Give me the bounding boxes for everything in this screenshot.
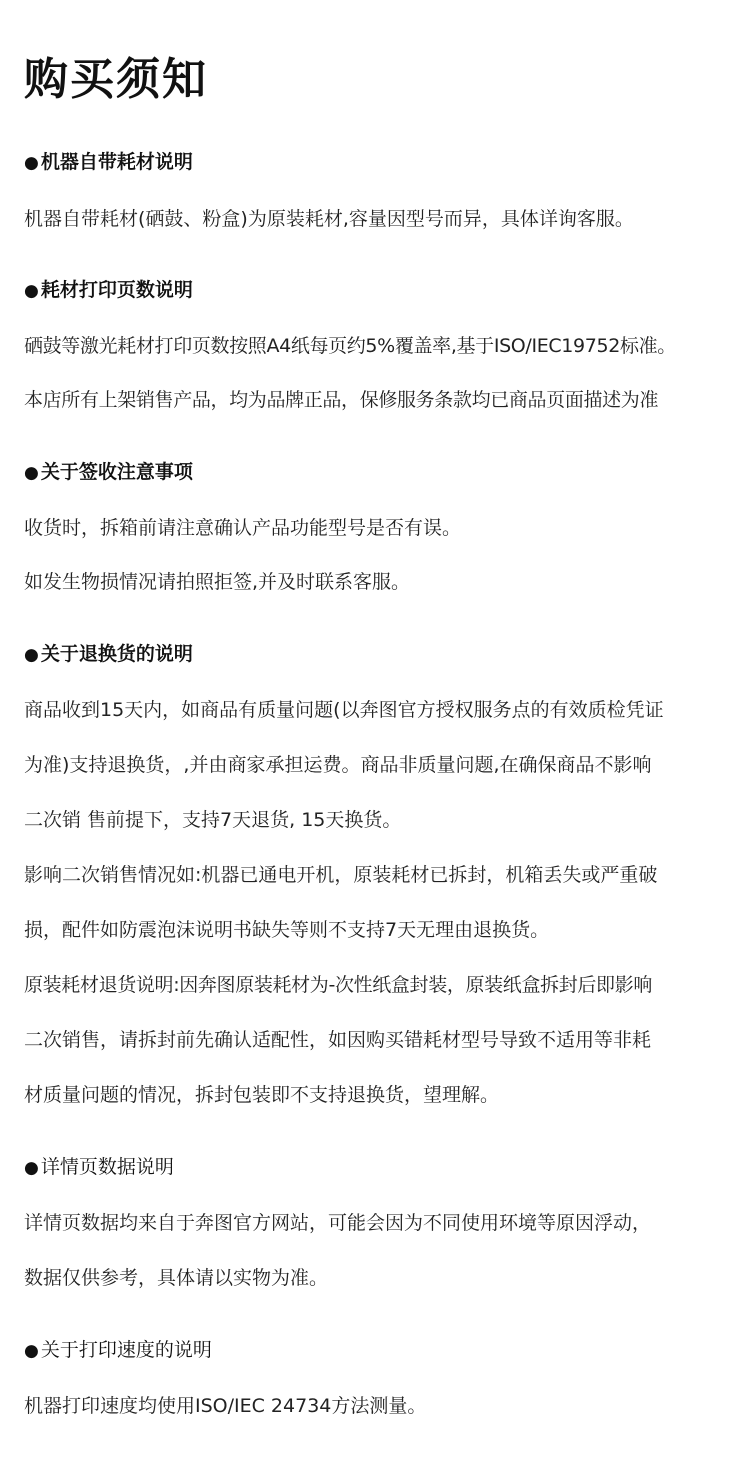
paragraph-line: 二次销 售前提下，支持7天退货, 15天换货。 xyxy=(24,809,402,831)
paragraph-line: 损，配件如防震泡沫说明书缺失等则不支持7天无理由退换货。 xyxy=(24,919,550,941)
section-heading-data-notice xyxy=(24,1153,174,1182)
section-heading-label: 关于打印速度的说明 xyxy=(40,1339,212,1361)
paragraph-line: 原装耗材退货说明:因奔图原装耗材为-次性纸盒封装，原装纸盒拆封后即影响 xyxy=(24,974,653,996)
section-heading-label: 耗材打印页数说明 xyxy=(40,279,193,301)
bullet-icon: ● xyxy=(24,153,39,173)
paragraph-line: 机器自带耗材(硒鼓、粉盒)为原装耗材,容量因型号而异，具体详询客服。 xyxy=(24,208,634,230)
section-heading-returns xyxy=(24,640,193,669)
paragraph-line: 机器打印速度均使用ISO/IEC 24734方法测量。 xyxy=(24,1395,427,1417)
section-heading-label: 关于退换货的说明 xyxy=(40,643,193,665)
paragraph-line: 材质量问题的情况，拆封包装即不支持退换货，望理解。 xyxy=(24,1084,500,1106)
paragraph-line: 如发生物损情况请拍照拒签,并及时联系客服。 xyxy=(24,571,411,593)
paragraph-line: 硒鼓等激光耗材打印页数按照A4纸每页约5%覆盖率,基于ISO/IEC19752标准。 xyxy=(24,335,676,357)
paragraph-line: 数据仅供参考，具体请以实物为准。 xyxy=(24,1267,329,1289)
section-heading-label: 详情页数据说明 xyxy=(40,1156,174,1178)
page-title: 购买须知 xyxy=(24,54,208,105)
bullet-icon: ● xyxy=(24,1158,39,1178)
paragraph-line: 为准)支持退换货，,并由商家承担运费。商品非质量问题,在确保商品不影响 xyxy=(24,754,652,776)
section-heading-page-yield xyxy=(24,276,193,305)
bullet-icon: ● xyxy=(24,645,39,665)
bullet-icon: ● xyxy=(24,281,39,301)
bullet-icon: ● xyxy=(24,1341,39,1361)
paragraph-line: 影响二次销售情况如:机器已通电开机，原装耗材已拆封，机箱丢失或严重破 xyxy=(24,864,658,886)
paragraph-line: 商品收到15天内，如商品有质量问题(以奔图官方授权服务点的有效质检凭证 xyxy=(24,699,664,721)
paragraph-line: 本店所有上架销售产品，均为品牌正品，保修服务条款均已商品页面描述为准 xyxy=(24,389,659,411)
paragraph-line: 二次销售，请拆封前先确认适配性，如因购买错耗材型号导致不适用等非耗 xyxy=(24,1029,652,1051)
section-heading-label: 关于签收注意事项 xyxy=(40,461,193,483)
section-heading-label: 机器自带耗材说明 xyxy=(40,151,193,173)
section-heading-bundled-consumables xyxy=(24,148,193,177)
section-heading-print-speed xyxy=(24,1336,212,1365)
paragraph-line: 详情页数据均来自于奔图官方网站，可能会因为不同使用环境等原因浮动， xyxy=(24,1212,652,1234)
section-heading-delivery-notes xyxy=(24,458,193,487)
bullet-icon: ● xyxy=(24,463,39,483)
paragraph-line: 收货时，拆箱前请注意确认产品功能型号是否有误。 xyxy=(24,517,462,539)
